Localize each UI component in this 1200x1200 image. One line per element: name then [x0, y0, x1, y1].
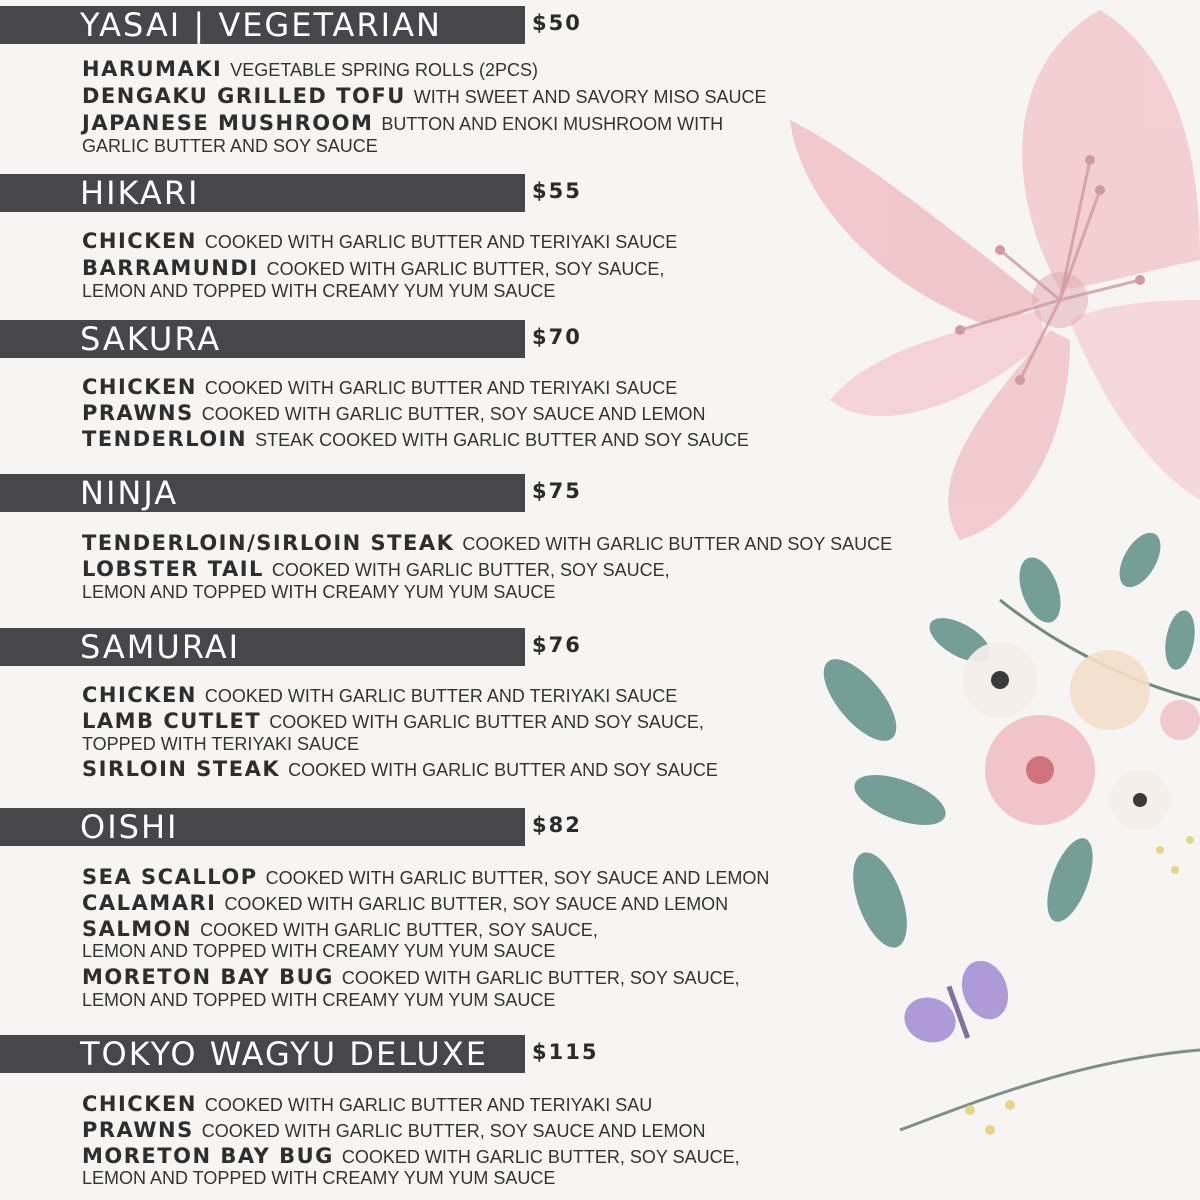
section-price: $115	[532, 1040, 599, 1064]
item-name: PRAWNS	[82, 1118, 194, 1142]
item-name: SALMON	[82, 917, 193, 941]
item-name: PRAWNS	[82, 401, 194, 425]
section-header-bar	[0, 320, 525, 358]
section-header	[0, 1035, 1000, 1073]
item-description-continued: LEMON AND TOPPED WITH CREAMY YUM YUM SAUCE	[82, 1168, 556, 1188]
item-description: COOKED WITH GARLIC BUTTER, SOY SAUCE AND LEMON	[201, 404, 706, 424]
section-header	[0, 474, 1000, 512]
item-description: COOKED WITH GARLIC BUTTER AND TERIYAKI SAUCE	[204, 232, 678, 252]
section-header	[0, 320, 1000, 358]
menu-item	[82, 558, 670, 582]
section-title: TOKYO WAGYU DELUXE	[80, 1035, 488, 1073]
menu-item	[82, 758, 718, 782]
item-description-continued: LEMON AND TOPPED WITH CREAMY YUM YUM SAUCE	[82, 281, 556, 301]
item-name: SIRLOIN STEAK	[82, 757, 281, 781]
menu-item	[82, 918, 598, 942]
item-description: COOKED WITH GARLIC BUTTER AND SOY SAUCE	[288, 760, 718, 780]
item-name: MORETON BAY BUG	[82, 965, 334, 989]
section-price: $55	[532, 179, 582, 203]
menu-item	[82, 58, 538, 82]
menu-item	[82, 892, 728, 916]
item-name: CHICKEN	[82, 229, 197, 253]
item-name: CHICKEN	[82, 683, 197, 707]
item-description: COOKED WITH GARLIC BUTTER AND TERIYAKI SAU	[204, 1095, 653, 1115]
item-name: MORETON BAY BUG	[82, 1144, 334, 1168]
section-title: NINJA	[80, 474, 179, 512]
menu-item	[82, 112, 723, 136]
item-description: COOKED WITH GARLIC BUTTER, SOY SAUCE,	[200, 920, 598, 940]
menu-section-ninja	[0, 474, 1000, 602]
section-title: OISHI	[80, 808, 179, 846]
item-description: COOKED WITH GARLIC BUTTER, SOY SAUCE AND LEMON	[265, 868, 770, 888]
section-header	[0, 628, 1000, 666]
item-description-continued: LEMON AND TOPPED WITH CREAMY YUM YUM SAUCE	[82, 582, 556, 602]
menu-section-samurai	[0, 628, 1000, 781]
item-description: COOKED WITH GARLIC BUTTER, SOY SAUCE,	[266, 259, 665, 279]
section-price: $75	[532, 479, 582, 503]
menu-item	[82, 230, 677, 254]
item-description: COOKED WITH GARLIC BUTTER AND SOY SAUCE,	[269, 712, 704, 732]
menu-item	[82, 966, 740, 990]
section-header	[0, 6, 1000, 44]
item-description: COOKED WITH GARLIC BUTTER AND TERIYAKI SAUCE	[204, 378, 678, 398]
item-name: LAMB CUTLET	[82, 709, 262, 733]
menu-item	[82, 866, 769, 890]
menu-item	[82, 1093, 652, 1117]
menu-item	[82, 376, 677, 400]
item-description-continued: LEMON AND TOPPED WITH CREAMY YUM YUM SAUCE	[82, 990, 556, 1010]
item-description-continued: LEMON AND TOPPED WITH CREAMY YUM YUM SAUCE	[82, 941, 556, 961]
item-name: CHICKEN	[82, 1092, 197, 1116]
section-title: YASAI | VEGETARIAN	[80, 6, 442, 44]
section-title: SAMURAI	[80, 628, 241, 666]
section-header	[0, 808, 1000, 846]
menu-item	[82, 532, 892, 556]
section-price: $76	[532, 633, 582, 657]
section-price: $82	[532, 813, 582, 837]
menu-section-tokyo-wagyu-deluxe	[0, 1035, 1000, 1188]
item-description: COOKED WITH GARLIC BUTTER AND TERIYAKI SAUCE	[204, 686, 678, 706]
item-name: CALAMARI	[82, 891, 217, 915]
section-price: $50	[532, 11, 582, 35]
item-description: COOKED WITH GARLIC BUTTER, SOY SAUCE,	[271, 560, 670, 580]
item-name: TENDERLOIN	[82, 427, 248, 451]
menu-item	[82, 1145, 740, 1169]
section-header-bar	[0, 808, 525, 846]
item-name: JAPANESE MUSHROOM	[82, 111, 374, 135]
menu-section-hikari	[0, 174, 1000, 301]
item-name: TENDERLOIN/SIRLOIN STEAK	[82, 531, 455, 555]
item-name: SEA SCALLOP	[82, 865, 258, 889]
menu-section-oishi	[0, 808, 1000, 1010]
section-header-bar	[0, 474, 525, 512]
section-header-bar	[0, 174, 525, 212]
item-name: DENGAKU GRILLED TOFU	[82, 84, 406, 108]
item-description: STEAK COOKED WITH GARLIC BUTTER AND SOY SAUCE	[255, 430, 749, 450]
menu-item	[82, 710, 704, 734]
menu-item	[82, 684, 677, 708]
item-name: HARUMAKI	[82, 57, 223, 81]
item-description-continued: GARLIC BUTTER AND SOY SAUCE	[82, 136, 378, 156]
menu-item	[82, 428, 749, 452]
menu-item	[82, 1119, 705, 1143]
item-description: COOKED WITH GARLIC BUTTER, SOY SAUCE,	[341, 968, 740, 988]
item-description: BUTTON AND ENOKI MUSHROOM WITH	[381, 114, 724, 134]
item-description: VEGETABLE SPRING ROLLS (2PCS)	[230, 60, 539, 80]
menu-item	[82, 257, 664, 281]
item-description: COOKED WITH GARLIC BUTTER, SOY SAUCE AND LEMON	[201, 1121, 706, 1141]
item-name: BARRAMUNDI	[82, 256, 259, 280]
item-name: CHICKEN	[82, 375, 197, 399]
menu-item	[82, 85, 767, 109]
section-header-bar	[0, 628, 525, 666]
menu-section-sakura	[0, 320, 1000, 451]
section-title: HIKARI	[80, 174, 200, 212]
section-price: $70	[532, 325, 582, 349]
item-description: WITH SWEET AND SAVORY MISO SAUCE	[413, 87, 767, 107]
item-description: COOKED WITH GARLIC BUTTER AND SOY SAUCE	[462, 534, 893, 554]
section-header	[0, 174, 1000, 212]
item-name: LOBSTER TAIL	[82, 557, 264, 581]
menu-item	[82, 402, 705, 426]
item-description-continued: TOPPED WITH TERIYAKI SAUCE	[82, 734, 360, 754]
item-description: COOKED WITH GARLIC BUTTER, SOY SAUCE AND LEMON	[224, 894, 729, 914]
menu-section-yasai	[0, 6, 1000, 156]
section-title: SAKURA	[80, 320, 222, 358]
item-description: COOKED WITH GARLIC BUTTER, SOY SAUCE,	[341, 1147, 740, 1167]
